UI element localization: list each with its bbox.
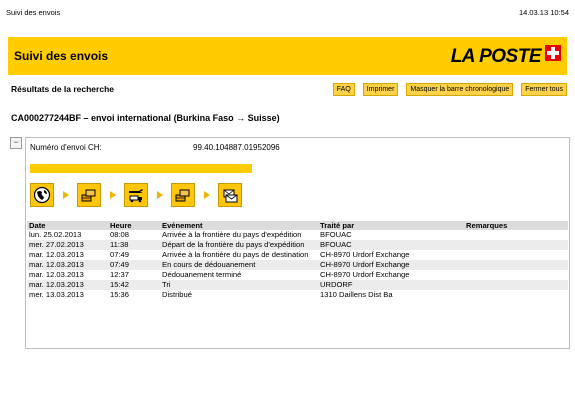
shipment-panel (25, 137, 570, 349)
column-header-remarks[interactable]: Remarques (464, 221, 568, 230)
cell-event: En cours de dédouanement (160, 260, 318, 270)
column-header-processed-by[interactable]: Traité par (318, 221, 464, 230)
shipment-heading: CA000277244BF – envoi international (Burkina Faso → Suisse) (11, 113, 280, 123)
cell-remarks (464, 260, 568, 270)
cell-remarks (464, 280, 568, 290)
cell-date: mer. 13.03.2013 (29, 290, 84, 299)
close-all-button[interactable]: Fermer tous (521, 83, 567, 96)
cell-processed-by: BFOUAC (320, 230, 352, 239)
cell-processed-by: CH-8970 Urdorf Exchange (320, 270, 410, 279)
globe-icon (30, 183, 54, 207)
arrow-right-icon (148, 191, 171, 199)
print-button[interactable]: Imprimer (363, 83, 399, 96)
table-header-row (27, 221, 568, 230)
mail-delivered-icon (218, 183, 242, 207)
cell-time: 15:36 (110, 290, 130, 299)
cell-remarks (464, 240, 568, 250)
cell-event: Dédouanement terminé (162, 270, 242, 279)
arrow-right-icon (101, 191, 124, 199)
column-header-time[interactable]: Heure (108, 221, 160, 230)
column-header-date[interactable]: Date (27, 221, 108, 230)
cell-time: 11:38 (108, 240, 160, 250)
table-row (27, 240, 568, 250)
cell-date: mar. 12.03.2013 (27, 260, 108, 270)
cell-date: mer. 27.02.2013 (27, 240, 108, 250)
hide-timeline-button[interactable]: Masquer la barre chronologique (406, 83, 513, 96)
cell-remarks (464, 230, 568, 240)
print-header-title: Suivi des envois (6, 8, 61, 17)
shipment-number-value: 99.40.104887.01952096 (193, 143, 280, 152)
cell-event: Tri (160, 280, 318, 290)
cell-date: lun. 25.02.2013 (29, 230, 82, 239)
plane-truck-icon (124, 183, 148, 207)
cell-processed-by: URDORF (318, 280, 464, 290)
print-header (6, 8, 569, 20)
cell-processed-by: BFOUAC (318, 240, 464, 250)
table-row (27, 260, 568, 270)
cell-processed-by: CH-8970 Urdorf Exchange (320, 250, 410, 259)
cell-time: 12:37 (110, 270, 130, 279)
swiss-cross-icon (545, 45, 561, 61)
table-row (27, 290, 568, 300)
progress-bar (30, 164, 252, 173)
events-table (27, 221, 568, 300)
cell-remarks (464, 250, 568, 260)
cell-event: Arrivée à la frontière du pays d'expédition (162, 230, 302, 239)
collapse-toggle-button[interactable]: − (10, 137, 22, 149)
cell-event: Arrivée à la frontière du pays de destination (162, 250, 309, 259)
parcels-icon (77, 183, 101, 207)
cell-time: 15:42 (108, 280, 160, 290)
cell-event: Distribué (162, 290, 192, 299)
cell-time: 07:49 (110, 250, 130, 259)
cell-date: mar. 12.03.2013 (29, 270, 84, 279)
cell-remarks (464, 270, 568, 280)
timeline-steps (30, 182, 242, 208)
table-row (27, 270, 568, 280)
la-poste-logo: LA POSTE (450, 46, 541, 67)
cell-remarks (464, 290, 568, 300)
table-row (27, 230, 568, 240)
cell-time: 08:08 (110, 230, 130, 239)
cell-date: mar. 12.03.2013 (29, 250, 84, 259)
cell-time: 07:49 (108, 260, 160, 270)
cell-processed-by: 1310 Daillens Dist Ba (320, 290, 393, 299)
cell-date: mar. 12.03.2013 (27, 280, 108, 290)
print-header-timestamp: 14.03.13 10:54 (518, 8, 569, 17)
column-header-event[interactable]: Evénement (160, 221, 318, 230)
shipment-number-label: Numéro d'envoi CH: (30, 143, 102, 152)
header-banner (8, 37, 567, 75)
toolbar (333, 83, 567, 96)
page-title: Suivi des envois (14, 49, 109, 63)
parcels-icon (171, 183, 195, 207)
table-row (27, 280, 568, 290)
cell-event: Départ de la frontière du pays d'expédition (160, 240, 318, 250)
arrow-right-icon (54, 191, 77, 199)
arrow-right-icon (195, 191, 218, 199)
faq-button[interactable]: FAQ (333, 83, 355, 96)
cell-processed-by: CH-8970 Urdorf Exchange (318, 260, 464, 270)
table-row (27, 250, 568, 260)
results-title: Résultats de la recherche (11, 84, 114, 94)
